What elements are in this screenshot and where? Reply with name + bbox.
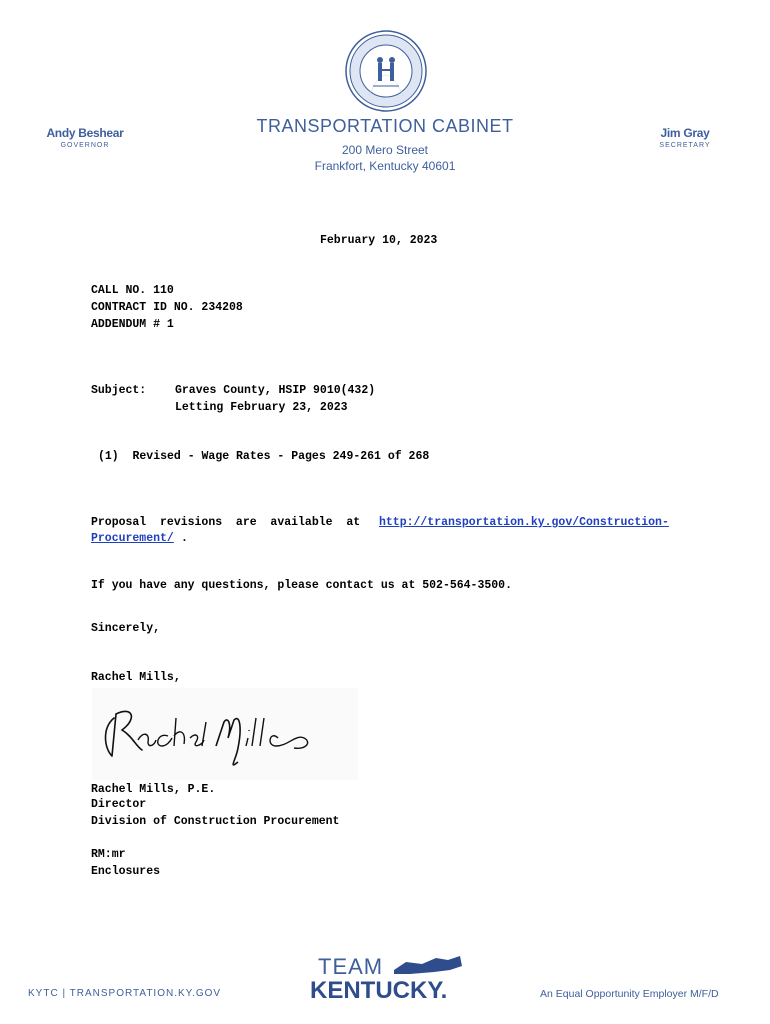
enclosures-note: Enclosures	[91, 865, 161, 878]
secretary-name: Jim Gray	[660, 126, 710, 140]
address-line-1: 200 Mero Street	[341, 143, 429, 157]
signer-salutation: Rachel Mills,	[91, 671, 181, 684]
agency-name: TRANSPORTATION CABINET	[256, 116, 514, 136]
subject-line-1: Graves County, HSIP 9010(432)	[175, 384, 376, 397]
proposal-link-continued[interactable]: Procurement/	[91, 532, 174, 545]
signature-image	[92, 688, 358, 780]
revision-item: (1) Revised - Wage Rates - Pages 249-261 of 268	[98, 450, 430, 463]
kentucky-seal	[345, 30, 427, 112]
equal-opportunity-statement: An Equal Opportunity Employer M/F/D	[540, 988, 719, 1000]
call-number: CALL NO. 110	[91, 284, 174, 297]
signer-name: Rachel Mills, P.E.	[91, 783, 216, 796]
secretary-title: SECRETARY	[659, 142, 711, 149]
subject-line-2: Letting February 23, 2023	[175, 401, 348, 414]
letter-date: February 10, 2023	[320, 234, 438, 247]
team-kentucky-logo	[310, 952, 466, 1004]
address-line-2: Frankfort, Kentucky 40601	[314, 159, 456, 173]
proposal-text: Proposal revisions are available at	[91, 516, 361, 529]
governor-title: GOVERNOR	[60, 142, 110, 149]
signer-division: Division of Construction Procurement	[91, 815, 340, 828]
signer-title: Director	[91, 798, 147, 811]
typist-initials: RM:mr	[91, 848, 126, 861]
closing: Sincerely,	[91, 622, 161, 635]
proposal-link[interactable]: http://transportation.ky.gov/Construction-	[379, 516, 669, 529]
proposal-period: .	[181, 532, 188, 545]
logo-kentucky-text: KENTUCKY.	[310, 977, 448, 1004]
governor-name: Andy Beshear	[46, 126, 124, 140]
contract-id: CONTRACT ID NO. 234208	[91, 301, 243, 314]
logo-team-text: TEAM	[318, 954, 384, 979]
footer-agency-website: KYTC | TRANSPORTATION.KY.GOV	[28, 988, 222, 999]
subject-label: Subject:	[91, 384, 147, 397]
addendum-number: ADDENDUM # 1	[91, 318, 174, 331]
questions-line: If you have any questions, please contact us at 502-564-3500.	[91, 579, 512, 592]
